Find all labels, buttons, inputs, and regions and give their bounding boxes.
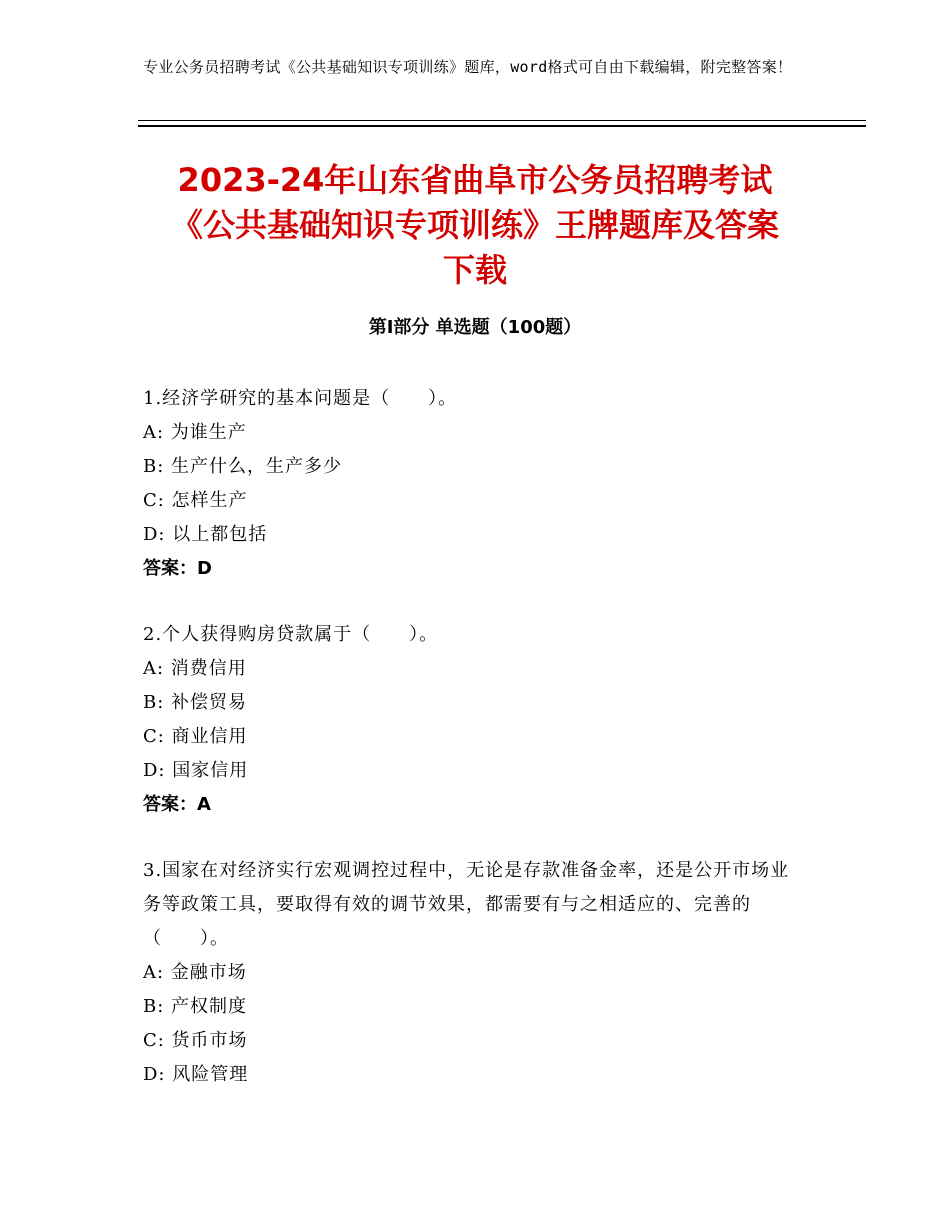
option-c: C: 怎样生产 [143, 490, 248, 511]
answer-line: 答案：D [143, 558, 212, 579]
question-stem: 1.经济学研究的基本问题是（ ）。 [143, 388, 458, 409]
title-line-3: 下载 [442, 251, 507, 289]
answer-line: 答案：A [143, 794, 211, 815]
option-a: A: 金融市场 [143, 962, 247, 983]
option-d: D: 风险管理 [143, 1064, 249, 1085]
option-b: B: 补偿贸易 [143, 692, 248, 713]
header-divider-bottom [138, 125, 866, 127]
option-a: A: 为谁生产 [143, 422, 247, 443]
question-stem: 3.国家在对经济实行宏观调控过程中，无论是存款准备金率，还是公开市场业务等政策工具，要取得有效的调节效果，都需要有与之相适应的、完善的（ ）。 [143, 860, 790, 949]
header-divider-top [138, 120, 866, 121]
option-d: D: 国家信用 [143, 760, 249, 781]
option-c: C: 商业信用 [143, 726, 248, 747]
title-line-2: 《公共基础知识专项训练》王牌题库及答案 [170, 206, 779, 244]
question-1 [143, 382, 803, 586]
option-b: B: 生产什么，生产多少 [143, 456, 343, 477]
header-note: 专业公务员招聘考试《公共基础知识专项训练》题库，word格式可自由下载编辑，附完整答案！ [143, 58, 793, 76]
section-heading: 第Ⅰ部分 单选题（100题） [368, 317, 582, 338]
option-a: A: 消费信用 [143, 658, 247, 679]
option-c: C: 货币市场 [143, 1030, 248, 1051]
document-title [138, 158, 812, 293]
option-b: B: 产权制度 [143, 996, 248, 1017]
question-list [143, 382, 803, 1124]
option-d: D: 以上都包括 [143, 524, 268, 545]
question-3 [143, 854, 803, 1092]
question-2 [143, 618, 803, 822]
question-stem: 2.个人获得购房贷款属于（ ）。 [143, 624, 439, 645]
title-line-1: 2023-24年山东省曲阜市公务员招聘考试 [177, 161, 773, 199]
